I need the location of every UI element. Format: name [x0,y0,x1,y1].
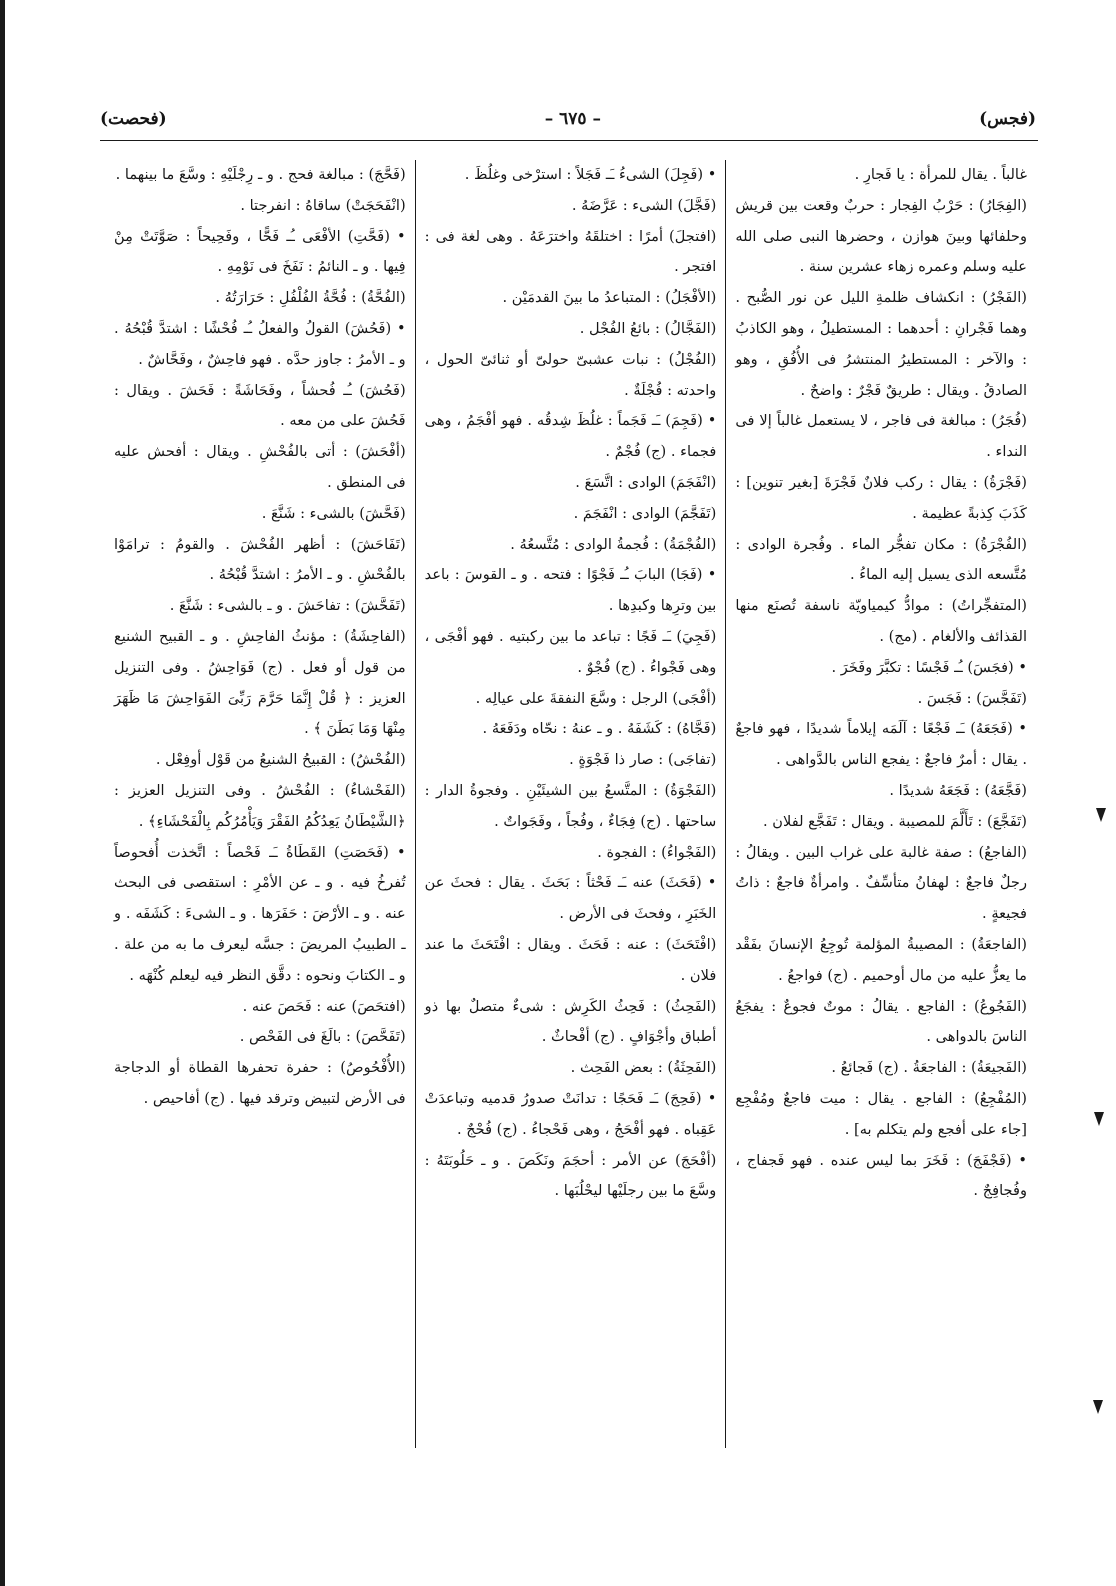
dictionary-entry: (الفاجعُ) : صفة غالبة على غراب البين . ويقالُ : رجلٌ فاجعٌ : لهفانُ متأسِّفٌ . وامرأةٌ فاجعٌ : ذاتُ فجيعةٍ . [735,843,1027,923]
column-right [726,160,1036,1450]
dictionary-entry: (الفَحِثُ) : فَحِثُ الكَرِش : شىءٌ متصلٌ بها ذو أطباق وأجْوَافٍ . (ج) أفْحاثٌ . [424,997,717,1046]
dictionary-entry: (الفُجْلُ) : نبات عشبىّ حولىّ أو ثنائىّ الحول ، واحدته : فُجْلَةٌ . [424,350,717,399]
column-left [105,160,415,1450]
dictionary-entry: • (فَحُشَ) القولُ والفعلُ ـُـ فُحْشًا : اشتدَّ قُبْحُهُ . و ـ الأمرُ : جاوز حدَّه . فهو فاحِشٌ ، وفَحَّاشٌ . [113,319,406,368]
dictionary-entry: (الأفْجَلُ) : المتباعدُ ما بينَ القدمَيْن . [502,289,717,307]
margin-mark [1096,808,1106,822]
dictionary-entry: (الفَحْشاءُ) : الفُحْشُ . وفى التنزيل العزيز : ﴿الشَّيْطَانُ يَعِدُكُمُ الفَقْرَ وَيَأْمُرُكُم بِالْفَحْشَاءِ﴾ . [113,781,406,830]
dictionary-entry: • (فَجَعَهُ) ـَـ فَجْعًا : آلَمَه إيلاماً شديدًا ، فهو فاجعٌ . يقال : أمرٌ فاجعٌ : يفجع الناس بالدَّواهى . [735,720,1027,769]
column-middle [416,160,726,1450]
dictionary-entry: (انْفَحَجَتْ) ساقاهُ : انفرجتا . [240,196,406,214]
dictionary-entry: (فُجَرُ) : مبالغة فى فاجر ، لا يستعمل غالباً إلا فى النداء . [735,412,1027,461]
dictionary-entry: (الفَجْوَةُ) : المتَّسعُ بين الشيئَيْنِ . وفجوةُ الدار : ساحتها . (ج) فِجَاءٌ ، وفُجاً ، وفَجَواتٌ . [424,781,717,830]
dictionary-entry: غالباً . يقال للمرأة : يا فَجارِ . [854,166,1027,183]
dictionary-entry: • (فَحَصَتِ) القَطَاةُ ـَـ فَحْصاً : اتَّخذت أُفحوصاً تُفرخُ فيه . و ـ عن الأمْرِ : استقصى فى البحث عنه . و ـ الأرْضَ : حَفَرَها . و ـ الشىءَ : كَشَفَه . و ـ الطبيبُ المريضَ : جسَّه ليعرف ما به من علة . و ـ الكتابَ ونحوه : دقَّق النظر فيه ليعلم كُنْهَه . [113,843,406,984]
dictionary-entry: (فَحَّجَ) : مبالغة فحج . و ـ رِجْلَيْهِ : وسَّعَ ما بينهما . [115,166,406,183]
dictionary-entry: • (فَجِلَ) الشىءُ ـَـ فَجَلاً : استرْخى وغلُظَ . [464,166,717,183]
column-divider [725,160,726,1448]
dictionary-entry: (أفْحَشَ) : أتى بالفُحْشِ . ويقال : أفحش عليه فى المنطق . [113,443,406,491]
header-right-keyword: (فجس) [979,109,1036,129]
dictionary-entry: (الفُحْشُ) : القبيحُ الشنيعُ من قَوْل أوفِعْل . [155,751,406,769]
dictionary-entry: (تَفَجَّسَ) : فَجَسَ . [917,689,1027,707]
dictionary-entry: (تَفَحَّشَ) : تفاحَشَ . و ـ بالشىء : شَنَّعَ . [169,597,406,615]
dictionary-entry: (انْفَجَمَ) الوادى : اتَّسَعَ . [575,473,717,491]
margin-mark [1094,1112,1104,1126]
page-number: – ٦٧٥ – [544,109,601,129]
dictionary-entry: (الفَجْرُ) : انكشاف ظلمةِ الليل عن نور الصُّبح . وهما فَجْرانِ : أحدهما : المستطيلُ ، وهو الكاذبُ : والآخر : المستطيرُ المنتشرُ فى الأُفُقِ ، وهو الصادقُ . ويقال : طريقٌ فَجْرٌ : واضحٌ . [735,289,1027,399]
dictionary-entry: • (فَحِجَ) ـَـ فَحَجًا : تدانَتْ صدورُ قدميه وتباعدَتْ عَقِباه . فهو أفْحَجُ ، وهى فَحْجاءُ . (ج) فُحْجٌ . [424,1089,717,1138]
dictionary-entry: • (فَحَثَ) عنه ـَـ فَحْثاً : بَحَثَ . يقال : فحثَ عن الخَبَرِ ، وفحثَ فى الأرض . [424,874,717,923]
dictionary-entry: (فَجِيَ) ـَـ فَجًا : تباعد ما بين ركبتيه . فهو أفْجَى ، وهى فَجْواءُ . (ج) فُجْوٌ . [424,627,717,676]
dictionary-columns [105,160,1036,1450]
dictionary-entry: (فَجْرَةُ) : يقال : ركب فلانٌ فَجْرَةَ [بغير تنوين] : كَذَبَ كِذبةً عظيمة . [735,473,1027,522]
dictionary-entry: (افتجلَ) أمرًا : اختلقَهُ واخترَعَهُ . وهى لغة فى : افتجر . [424,227,717,276]
dictionary-entry: (تفاجَى) : صار ذا فَجْوَةٍ . [569,751,717,769]
dictionary-entry: • (فَحَّتِ) الأفْعَى ـُـ فَحًّا ، وفَحِيحاً : صَوَّتَتْ مِنْ فِيها . و ـ النائمُ : نَفَخَ فى نَوْمِهِ . [113,227,406,276]
dictionary-entry: (الأُفْحُوصُ) : حفرة تحفرها القطاة أو الدجاجة فى الأرض لتبيض وترقد فيها . (ج) أفاحيص . [113,1059,406,1107]
scan-edge [0,0,5,1586]
dictionary-entry: (فَجَّاهُ) : كَشَفَهُ . و ـ عنهُ : نحّاه ودَفَعَهُ . [482,720,717,738]
dictionary-entry: • (فَجَا) البابَ ـُـ فَجْوًا : فتحه . و ـ القوسَ : باعد بين وترِها وكبدِها . [424,566,717,615]
dictionary-entry: (الفِجَارُ) : حَرْبُ الفِجار : حربٌ وقعت بين قريش وحلفائها وبينَ هوازن ، وحضرها النبى صلى الله عليه وسلم وعمره زهاء عشرين سنة . [735,196,1027,276]
dictionary-entry: (أفْجَى) الرجل : وسَّعَ النفقةَ على عيالِه . [475,689,717,707]
dictionary-entry: (الفاجعَةُ) : المصيبةُ المؤلمة تُوجِعُ الإنسانَ بفَقْد ما يعزُّ عليه من مال أوحميم . (ج) فواجعُ . [735,935,1027,984]
header-rule [100,140,1038,141]
dictionary-entry: (فَجَّعَهُ) : فَجَعَهُ شديدًا . [889,781,1027,799]
dictionary-entry: (تَفَجَّمَ) الوادى : انْفَجَمَ . [573,504,717,522]
dictionary-entry: (المُفْجِعُ) : الفاجع . يقال : ميت فاجعٌ ومُفْجِع [جاء على أفجع ولم يتكلم به] . [735,1089,1027,1138]
dictionary-entry: (تَفَحَّصَ) : بالَغَ فى الفَحْص . [239,1028,406,1046]
dictionary-entry: (فَحَّشَ) بالشىء : شَنَّعَ . [261,504,406,522]
dictionary-entry: (الفَجَّالُ) : بائعُ الفُجْل . [579,319,717,337]
column-divider [415,160,416,1448]
dictionary-entry: (الفُحَّةُ) : فُحَّةُ الفُلْفُلِ : حَرَارَتُهُ . [215,289,406,307]
dictionary-entry: (الفاحِشَةُ) : مؤنثُ الفاحِشِ . و ـ القبيح الشنيع من قول أو فعل . (ج) فَوَاحِشُ . وفى التنزيل العزيز : ﴿ قُلْ إِنَّمَا حَرَّمَ رَبِّىَ الفَوَاحِشَ مَا ظَهَرَ مِنْهَا وَمَا بَطَنَ ﴾ . [113,627,406,738]
dictionary-entry: (افْتَحَثَ) : عنه : فَحَثَ . ويقال : افْتَحَثَ ما عند فلان . [424,935,717,984]
dictionary-entry: (الفُجْرَةُ) : مكان تفجُّر الماء . وفُجرة الوادى : مُتَّسعه الذى يسيل إليه الماءُ . [735,535,1027,584]
dictionary-entry: • (فجَسَ) ـُـ فَجْسًا : تكبَّرَ وفَخَرَ . [831,658,1027,676]
dictionary-entry: (الفُجْمَةُ) : فُجمةُ الوادى : مُتَّسعُهُ . [510,535,717,553]
dictionary-entry: (تَفَاحَشَ) : أظهر الفُحْشَ . والقومُ : ترامَوْا بالفُحْشِ . و ـ الأمرُ : اشتدَّ قُبْحُهُ . [113,535,406,584]
running-head [100,104,1036,134]
dictionary-entry: • (فَجْفَجَ) : فَخَرَ بما ليس عنده . فهو فَجفاج ، وفُجافِجٌ . [735,1151,1027,1200]
dictionary-entry: • (فَجِمَ) ـَـ فَجَماً : غلُظَ شِدقُه . فهو أفْجَمُ ، وهى فجماء . (ج) فُجْمٌ . [424,412,717,461]
margin-mark [1093,1400,1103,1414]
dictionary-entry: (فَجَّلَ) الشىء : عَرَّضَهُ . [571,196,717,214]
dictionary-entry: (الفَجيعَةُ) : الفاجعَةُ . (ج) فَجائعُ . [831,1059,1027,1077]
dictionary-entry: (تَفَجَّعَ) : تَأَلَّمَ للمصيبة . ويقال : تَفَجَّع لفلان . [763,812,1027,830]
dictionary-entry: (الفَحِثَةُ) : بعض الفَحِث . [570,1059,717,1077]
dictionary-entry: (الفَجُوعُ) : الفاجع . يقالُ : موتٌ فجوعٌ : يفجَعُ الناسَ بالدواهى . [735,997,1027,1046]
header-left-keyword: (فحصت) [100,109,167,129]
dictionary-entry: (المتفجِّراتُ) : موادُّ كيمياويّة ناسفة تُصنَع منها القذائف والألغام . (مج) . [735,597,1027,645]
dictionary-entry: (فَحُشَ) ـُـ فُحشاً ، وفَحَاشَةً : فَحَشَ . ويقال : فَحُشَ على من معه . [113,381,406,430]
dictionary-entry: (الفَجْواءُ) : الفجوة . [597,843,717,861]
dictionary-entry: (افتحَصَ) عنه : فَحَصَ عنه . [242,997,406,1015]
dictionary-entry: (أفْحَجَ) عن الأمر : أحجَمَ ونَكَصَ . و ـ حَلُوبَتَهُ : وسَّعَ ما بين رجلَيْها ليحْلُبَها . [424,1151,717,1200]
